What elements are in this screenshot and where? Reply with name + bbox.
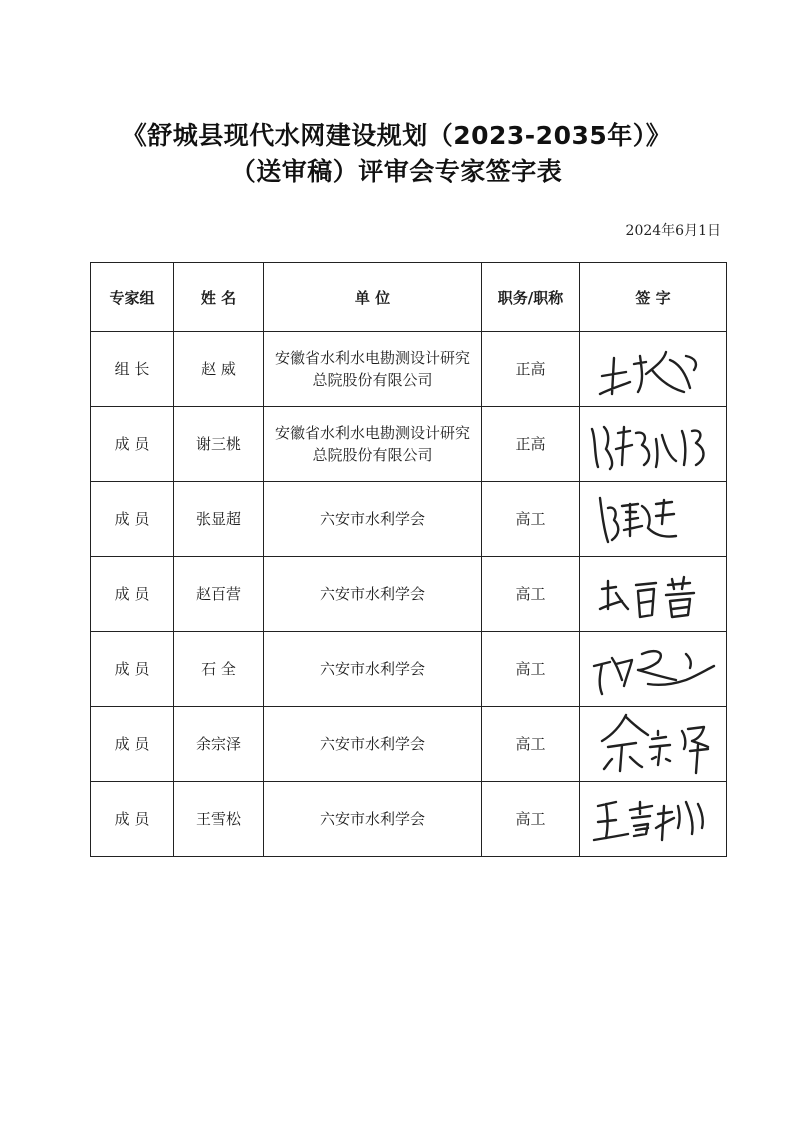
table-row <box>91 782 727 857</box>
title-line-2: （送审稿）评审会专家签字表 <box>230 157 563 186</box>
cell-title: 高工 <box>482 632 580 707</box>
cell-signature <box>580 407 727 482</box>
header-group: 专家组 <box>91 263 174 332</box>
cell-name: 余宗泽 <box>174 707 264 782</box>
cell-group: 成 员 <box>91 632 174 707</box>
table-row <box>91 332 727 407</box>
document-date: 2024年6月1日 <box>625 223 721 239</box>
handwritten-signature <box>586 634 732 704</box>
cell-name: 谢三桃 <box>174 407 264 482</box>
cell-unit: 六安市水利学会 <box>264 557 482 632</box>
cell-group: 成 员 <box>91 707 174 782</box>
cell-signature <box>580 632 727 707</box>
table-header-row <box>91 263 727 332</box>
handwritten-signature <box>586 559 732 629</box>
cell-name: 张显超 <box>174 482 264 557</box>
handwritten-signature <box>586 784 732 854</box>
title-line-1: 《舒城县现代水网建设规划（2023-2035年）》 <box>121 121 672 150</box>
cell-title: 高工 <box>482 707 580 782</box>
cell-group: 成 员 <box>91 482 174 557</box>
cell-title: 正高 <box>482 332 580 407</box>
cell-unit: 安徽省水利水电勘测设计研究总院股份有限公司 <box>264 332 482 407</box>
cell-signature <box>580 707 727 782</box>
handwritten-signature <box>586 484 732 554</box>
cell-unit: 六安市水利学会 <box>264 482 482 557</box>
cell-title: 高工 <box>482 557 580 632</box>
cell-group: 成 员 <box>91 782 174 857</box>
header-title: 职务/职称 <box>482 263 580 332</box>
cell-unit: 六安市水利学会 <box>264 632 482 707</box>
cell-title: 高工 <box>482 782 580 857</box>
expert-signature-table <box>90 262 727 857</box>
header-unit: 单 位 <box>264 263 482 332</box>
cell-title: 高工 <box>482 482 580 557</box>
cell-name: 赵 威 <box>174 332 264 407</box>
handwritten-signature <box>586 709 732 779</box>
table-row <box>91 632 727 707</box>
cell-title: 正高 <box>482 407 580 482</box>
cell-unit: 六安市水利学会 <box>264 782 482 857</box>
cell-signature <box>580 557 727 632</box>
cell-group: 组 长 <box>91 332 174 407</box>
document-title <box>0 118 793 190</box>
handwritten-signature <box>586 409 732 479</box>
table-row <box>91 407 727 482</box>
cell-unit: 六安市水利学会 <box>264 707 482 782</box>
cell-name: 石 全 <box>174 632 264 707</box>
cell-group: 成 员 <box>91 407 174 482</box>
cell-signature <box>580 782 727 857</box>
cell-unit: 安徽省水利水电勘测设计研究总院股份有限公司 <box>264 407 482 482</box>
cell-signature <box>580 482 727 557</box>
table-row <box>91 557 727 632</box>
table-row <box>91 482 727 557</box>
cell-signature <box>580 332 727 407</box>
handwritten-signature <box>586 334 732 404</box>
cell-name: 王雪松 <box>174 782 264 857</box>
cell-name: 赵百营 <box>174 557 264 632</box>
header-signature: 签 字 <box>580 263 727 332</box>
cell-group: 成 员 <box>91 557 174 632</box>
header-name: 姓 名 <box>174 263 264 332</box>
table-row <box>91 707 727 782</box>
